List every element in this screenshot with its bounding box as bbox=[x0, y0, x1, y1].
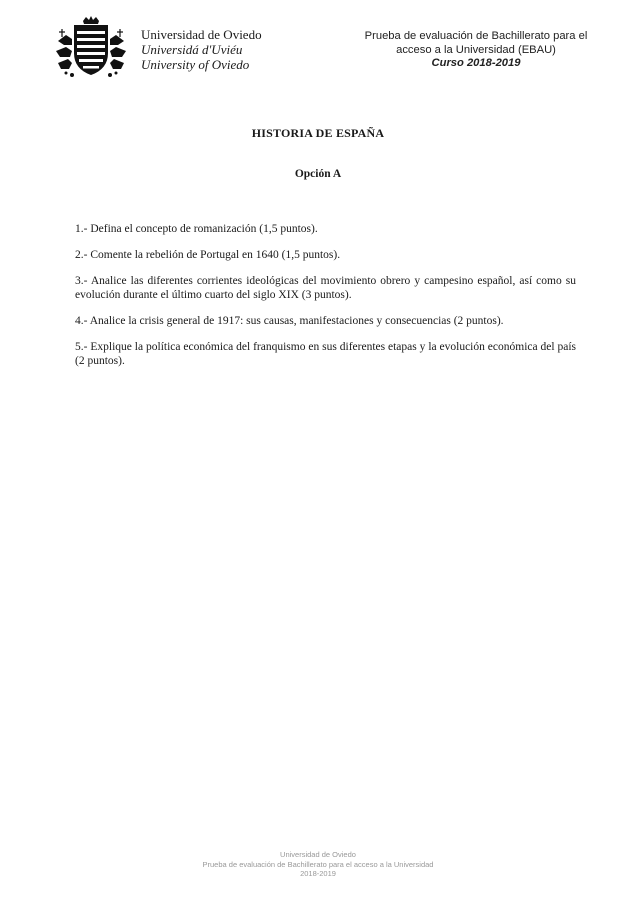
exam-info bbox=[361, 30, 591, 71]
footer-exam: Prueba de evaluación de Bachillerato para el acceso a la Universidad bbox=[202, 859, 434, 869]
question-list bbox=[75, 222, 576, 380]
footer-university: Universidad de Oviedo bbox=[280, 850, 356, 859]
page-footer bbox=[0, 850, 636, 879]
question-2: 2.- Comente la rebelión de Portugal en 1640 (1,5 puntos). bbox=[75, 249, 341, 261]
document-title: HISTORIA DE ESPAÑA bbox=[251, 126, 385, 140]
footer-year: 2018-2019 bbox=[300, 869, 336, 878]
question-5: 5.- Explique la política económica del franquismo en sus diferentes etapas y la evolución económica del país (2 puntos). bbox=[75, 341, 576, 367]
university-coat-of-arms-icon bbox=[52, 15, 130, 79]
exam-info-line2: acceso a la Universidad (EBAU) bbox=[396, 43, 556, 56]
exam-info-line1: Prueba de evaluación de Bachillerato para el bbox=[364, 30, 588, 42]
option-heading: Opción A bbox=[294, 168, 342, 180]
exam-course: Curso 2018-2019 bbox=[431, 57, 521, 69]
question-4: 4.- Analice la crisis general de 1917: sus causas, manifestaciones y consecuencias (2 puntos). bbox=[75, 315, 504, 327]
university-name-asturian: Universidá d'Uviéu bbox=[141, 42, 243, 57]
university-name-spanish: Universidad de Oviedo bbox=[141, 27, 262, 42]
question-1: 1.- Defina el concepto de romanización (1,5 puntos). bbox=[75, 223, 318, 235]
question-3: 3.- Analice las diferentes corrientes ideológicas del movimiento obrero y campesino español, así como su evolución durante el último cuarto del siglo XIX (3 puntos). bbox=[75, 275, 576, 301]
university-names bbox=[141, 27, 262, 72]
university-name-english: University of Oviedo bbox=[141, 57, 250, 72]
